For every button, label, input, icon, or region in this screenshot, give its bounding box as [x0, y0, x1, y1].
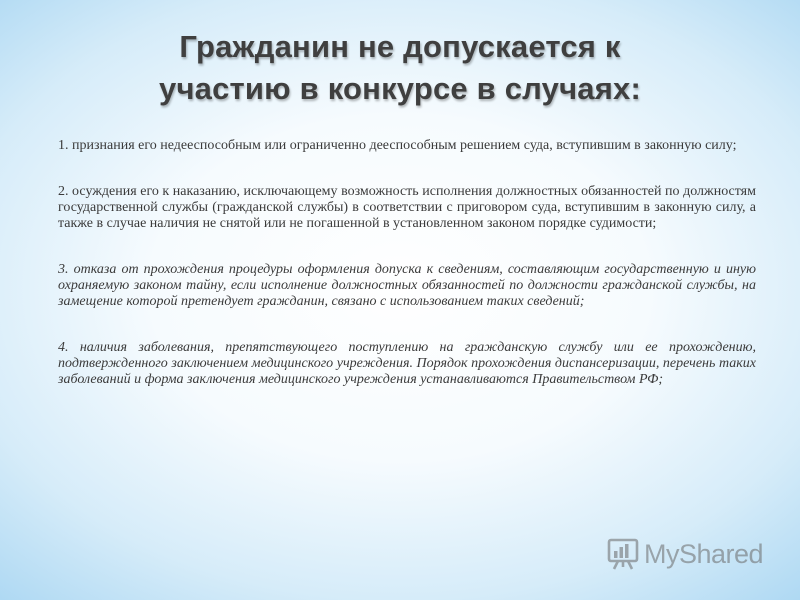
condition-item-1: 1. признания его недееспособным или ограниченно дееспособным решением суда, вступившим в законную силу;	[58, 138, 737, 153]
myshared-logo-icon	[606, 537, 640, 571]
myshared-watermark	[606, 536, 763, 572]
slide-title	[100, 26, 700, 110]
condition-item-2: 2. осуждения его к наказанию, исключающему возможность исполнения должностных обязанностей по должностям государственной службы (гражданской службы) в соответствии с приговором суда, вступившим в законную силу, а также в случае наличия не снятой или не погашенной в установленном законом порядке судимости;	[58, 184, 756, 231]
slide-title-line-1: Гражданин не допускается к	[179, 29, 621, 64]
slide-body	[58, 138, 756, 418]
slide-title-line-2: участию в конкурсе в случаях:	[159, 71, 641, 106]
condition-item-3: 3. отказа от прохождения процедуры оформления допуска к сведениям, составляющим государственную и иную охраняемую законом тайну, если исполнение должностных обязанностей по должности гражданской службы, на замещение которой претендует гражданин, связано с использованием таких сведений;	[58, 262, 756, 309]
condition-item-4: 4. наличия заболевания, препятствующего поступлению на гражданскую службу или ее прохождению, подтвержденного заключением медицинского учреждения. Порядок прохождения диспансеризации, перечень таких заболеваний и форма заключения медицинского учреждения устанавливаются Правительством РФ;	[58, 340, 756, 387]
myshared-logo-text: MyShared	[644, 538, 764, 569]
